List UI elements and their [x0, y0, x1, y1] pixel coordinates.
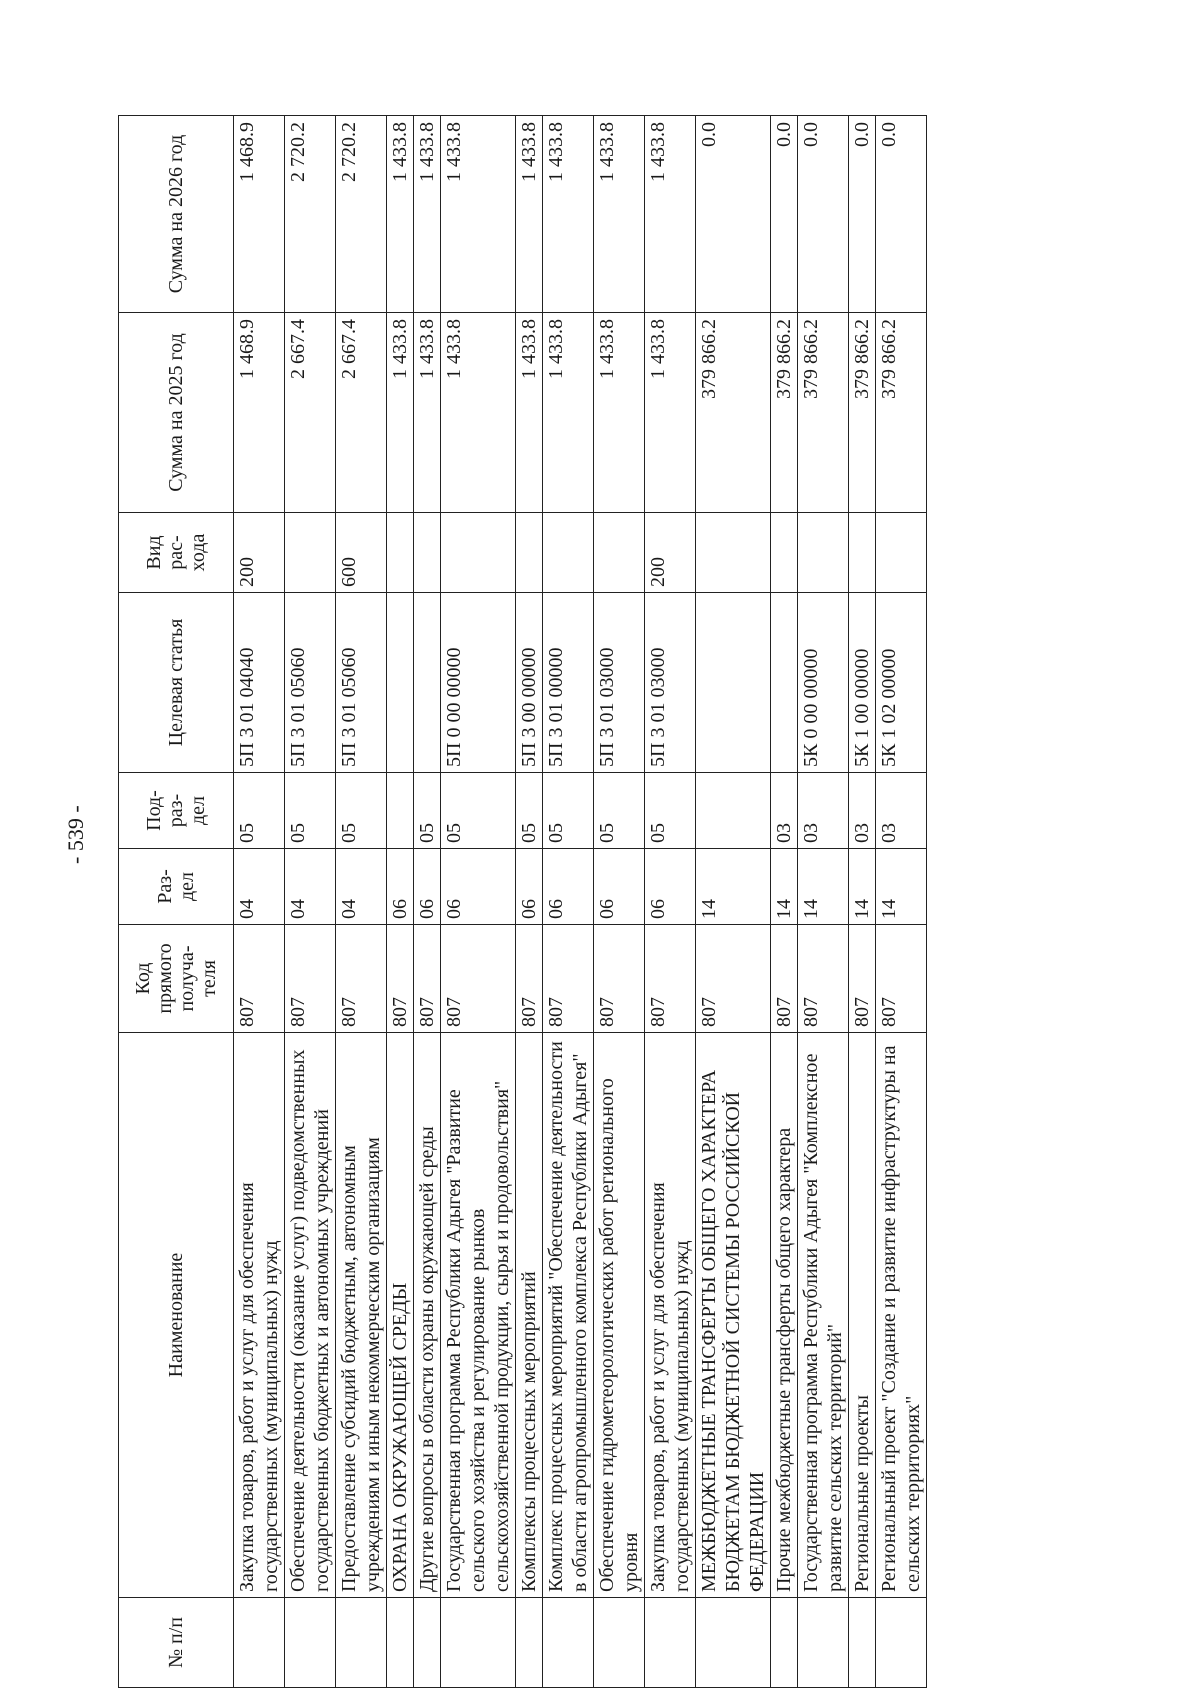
page-number: - 539 -	[63, 805, 88, 864]
cell-name: Государственная программа Республики Адыгея "Развитие сельского хозяйства и регулирование рынков сельскохозяйственной продукции, сырья и продовольствия"	[441, 1033, 516, 1598]
cell-sum-2026: 1 433.8	[516, 116, 543, 313]
cell-sum-2026: 1 433.8	[594, 116, 645, 313]
header-vid: Вид рас- хода	[119, 513, 234, 593]
cell-tsel	[414, 593, 441, 773]
cell-vid: 600	[336, 513, 387, 593]
cell-razdel: 14	[876, 849, 927, 925]
cell-sum-2026: 1 433.8	[441, 116, 516, 313]
cell-sum-2025: 1 433.8	[414, 313, 441, 513]
header-num: № п/п	[119, 1598, 234, 1688]
cell-name: Обеспечение деятельности (оказание услуг) подведомственных государственных бюджетных и автономных учреждений	[285, 1033, 336, 1598]
cell-code: 807	[543, 925, 594, 1033]
cell-name: Закупка товаров, работ и услуг для обеспечения государственных (муниципальных) нужд	[645, 1033, 696, 1598]
cell-sum-2025: 1 433.8	[543, 313, 594, 513]
cell-name: Закупка товаров, работ и услуг для обеспечения государственных (муниципальных) нужд	[234, 1033, 285, 1598]
cell-razdel: 14	[771, 849, 798, 925]
cell-sum-2026: 0.0	[876, 116, 927, 313]
header-code: Код прямого получа- теля	[119, 925, 234, 1033]
cell-sum-2025: 1 433.8	[441, 313, 516, 513]
cell-razdel: 14	[798, 849, 849, 925]
cell-sum-2025: 1 433.8	[387, 313, 414, 513]
cell-code: 807	[594, 925, 645, 1033]
table-row	[849, 116, 876, 1688]
cell-tsel: 5П 0 00 00000	[441, 593, 516, 773]
cell-num	[876, 1598, 927, 1688]
cell-name: Прочие межбюджетные трансферты общего характера	[771, 1033, 798, 1598]
cell-podrazdel	[387, 773, 414, 849]
header-razdel: Раз- дел	[119, 849, 234, 925]
cell-sum-2026: 1 433.8	[387, 116, 414, 313]
cell-tsel: 5К 1 00 00000	[849, 593, 876, 773]
cell-sum-2025: 1 468.9	[234, 313, 285, 513]
cell-vid	[516, 513, 543, 593]
cell-sum-2025: 379 866.2	[798, 313, 849, 513]
cell-name: Другие вопросы в области охраны окружающей среды	[414, 1033, 441, 1598]
table-row	[234, 116, 285, 1688]
table-row	[798, 116, 849, 1688]
cell-num	[414, 1598, 441, 1688]
cell-tsel	[771, 593, 798, 773]
cell-vid	[414, 513, 441, 593]
cell-razdel: 06	[387, 849, 414, 925]
cell-tsel: 5П 3 01 05060	[336, 593, 387, 773]
cell-code: 807	[876, 925, 927, 1033]
cell-razdel: 14	[849, 849, 876, 925]
cell-podrazdel: 03	[771, 773, 798, 849]
budget-table-sheet	[118, 116, 1078, 1688]
cell-vid: 200	[645, 513, 696, 593]
table-row	[645, 116, 696, 1688]
cell-podrazdel: 03	[849, 773, 876, 849]
cell-podrazdel: 03	[876, 773, 927, 849]
cell-num	[645, 1598, 696, 1688]
cell-podrazdel: 05	[234, 773, 285, 849]
cell-name: Региональный проект "Создание и развитие инфраструктуры на сельских территориях"	[876, 1033, 927, 1598]
cell-podrazdel: 05	[336, 773, 387, 849]
cell-vid	[771, 513, 798, 593]
cell-podrazdel: 05	[645, 773, 696, 849]
cell-vid	[876, 513, 927, 593]
cell-code: 807	[645, 925, 696, 1033]
cell-num	[336, 1598, 387, 1688]
cell-razdel: 06	[516, 849, 543, 925]
cell-name: ОХРАНА ОКРУЖАЮЩЕЙ СРЕДЫ	[387, 1033, 414, 1598]
cell-tsel: 5П 3 01 00000	[543, 593, 594, 773]
cell-sum-2025: 1 433.8	[594, 313, 645, 513]
cell-tsel: 5П 3 01 05060	[285, 593, 336, 773]
table-row	[516, 116, 543, 1688]
cell-podrazdel: 05	[516, 773, 543, 849]
cell-sum-2025: 379 866.2	[696, 313, 771, 513]
header-row	[119, 116, 234, 1688]
cell-name: Комплекс процессных мероприятий "Обеспечение деятельности в области агропромышленного комплекса Республики Адыгея"	[543, 1033, 594, 1598]
cell-num	[798, 1598, 849, 1688]
cell-code: 807	[516, 925, 543, 1033]
cell-num	[441, 1598, 516, 1688]
cell-sum-2026: 0.0	[771, 116, 798, 313]
cell-name: Предоставление субсидий бюджетным, автономным учреждениям и иным некоммерческим организациям	[336, 1033, 387, 1598]
table-row	[594, 116, 645, 1688]
cell-sum-2025: 379 866.2	[849, 313, 876, 513]
cell-num	[771, 1598, 798, 1688]
cell-code: 807	[285, 925, 336, 1033]
cell-vid	[543, 513, 594, 593]
cell-tsel	[696, 593, 771, 773]
cell-razdel: 06	[645, 849, 696, 925]
cell-vid	[441, 513, 516, 593]
cell-sum-2026: 1 433.8	[543, 116, 594, 313]
table-row	[414, 116, 441, 1688]
cell-tsel: 5К 1 02 00000	[876, 593, 927, 773]
cell-tsel: 5К 0 00 00000	[798, 593, 849, 773]
cell-num	[387, 1598, 414, 1688]
cell-razdel: 06	[594, 849, 645, 925]
header-sum-2026: Сумма на 2026 год	[119, 116, 234, 313]
cell-podrazdel	[696, 773, 771, 849]
cell-name: МЕЖБЮДЖЕТНЫЕ ТРАНСФЕРТЫ ОБЩЕГО ХАРАКТЕРА БЮДЖЕТАМ БЮДЖЕТНОЙ СИСТЕМЫ РОССИЙСКОЙ ФЕДЕРАЦИИ	[696, 1033, 771, 1598]
cell-num	[285, 1598, 336, 1688]
cell-code: 807	[387, 925, 414, 1033]
cell-name: Государственная программа Республики Адыгея "Комплексное развитие сельских территорий"	[798, 1033, 849, 1598]
budget-table	[118, 115, 927, 1688]
cell-tsel: 5П 3 00 00000	[516, 593, 543, 773]
table-row	[696, 116, 771, 1688]
cell-sum-2026: 1 433.8	[414, 116, 441, 313]
cell-podrazdel: 05	[441, 773, 516, 849]
table-row	[387, 116, 414, 1688]
header-podrazdel: Под- раз- дел	[119, 773, 234, 849]
cell-code: 807	[798, 925, 849, 1033]
cell-num	[543, 1598, 594, 1688]
table-row	[543, 116, 594, 1688]
table-body	[234, 116, 927, 1688]
cell-tsel: 5П 3 01 04040	[234, 593, 285, 773]
cell-code: 807	[234, 925, 285, 1033]
cell-sum-2025: 2 667.4	[336, 313, 387, 513]
cell-podrazdel: 05	[285, 773, 336, 849]
table-row	[285, 116, 336, 1688]
table-row	[876, 116, 927, 1688]
table-row	[441, 116, 516, 1688]
header-name: Наименование	[119, 1033, 234, 1598]
cell-code: 807	[441, 925, 516, 1033]
cell-podrazdel: 05	[594, 773, 645, 849]
cell-code: 807	[414, 925, 441, 1033]
cell-num	[594, 1598, 645, 1688]
cell-podrazdel: 05	[543, 773, 594, 849]
cell-sum-2026: 2 720.2	[336, 116, 387, 313]
cell-vid	[696, 513, 771, 593]
cell-vid	[285, 513, 336, 593]
cell-razdel: 14	[696, 849, 771, 925]
cell-code: 807	[771, 925, 798, 1033]
cell-sum-2025: 379 866.2	[771, 313, 798, 513]
cell-code: 807	[696, 925, 771, 1033]
cell-sum-2025: 1 433.8	[645, 313, 696, 513]
cell-vid	[798, 513, 849, 593]
cell-tsel	[387, 593, 414, 773]
cell-sum-2025: 379 866.2	[876, 313, 927, 513]
cell-sum-2025: 2 667.4	[285, 313, 336, 513]
cell-sum-2026: 1 433.8	[645, 116, 696, 313]
cell-podrazdel: 05	[414, 773, 441, 849]
cell-razdel: 06	[441, 849, 516, 925]
cell-podrazdel: 03	[798, 773, 849, 849]
cell-razdel: 04	[336, 849, 387, 925]
cell-razdel: 06	[543, 849, 594, 925]
cell-razdel: 06	[414, 849, 441, 925]
cell-sum-2026: 0.0	[849, 116, 876, 313]
header-tsel: Целевая статья	[119, 593, 234, 773]
cell-sum-2026: 0.0	[696, 116, 771, 313]
table-row	[336, 116, 387, 1688]
cell-num	[696, 1598, 771, 1688]
cell-razdel: 04	[234, 849, 285, 925]
cell-sum-2026: 1 468.9	[234, 116, 285, 313]
cell-num	[849, 1598, 876, 1688]
cell-vid: 200	[234, 513, 285, 593]
cell-vid	[849, 513, 876, 593]
cell-razdel: 04	[285, 849, 336, 925]
cell-vid	[387, 513, 414, 593]
cell-vid	[594, 513, 645, 593]
header-sum-2025: Сумма на 2025 год	[119, 313, 234, 513]
cell-num	[516, 1598, 543, 1688]
cell-code: 807	[849, 925, 876, 1033]
cell-num	[234, 1598, 285, 1688]
cell-code: 807	[336, 925, 387, 1033]
cell-sum-2026: 0.0	[798, 116, 849, 313]
cell-name: Обеспечение гидрометеорологических работ регионального уровня	[594, 1033, 645, 1598]
cell-name: Региональные проекты	[849, 1033, 876, 1598]
cell-name: Комплексы процессных мероприятий	[516, 1033, 543, 1598]
cell-sum-2025: 1 433.8	[516, 313, 543, 513]
table-row	[771, 116, 798, 1688]
cell-tsel: 5П 3 01 03000	[645, 593, 696, 773]
cell-sum-2026: 2 720.2	[285, 116, 336, 313]
cell-tsel: 5П 3 01 03000	[594, 593, 645, 773]
